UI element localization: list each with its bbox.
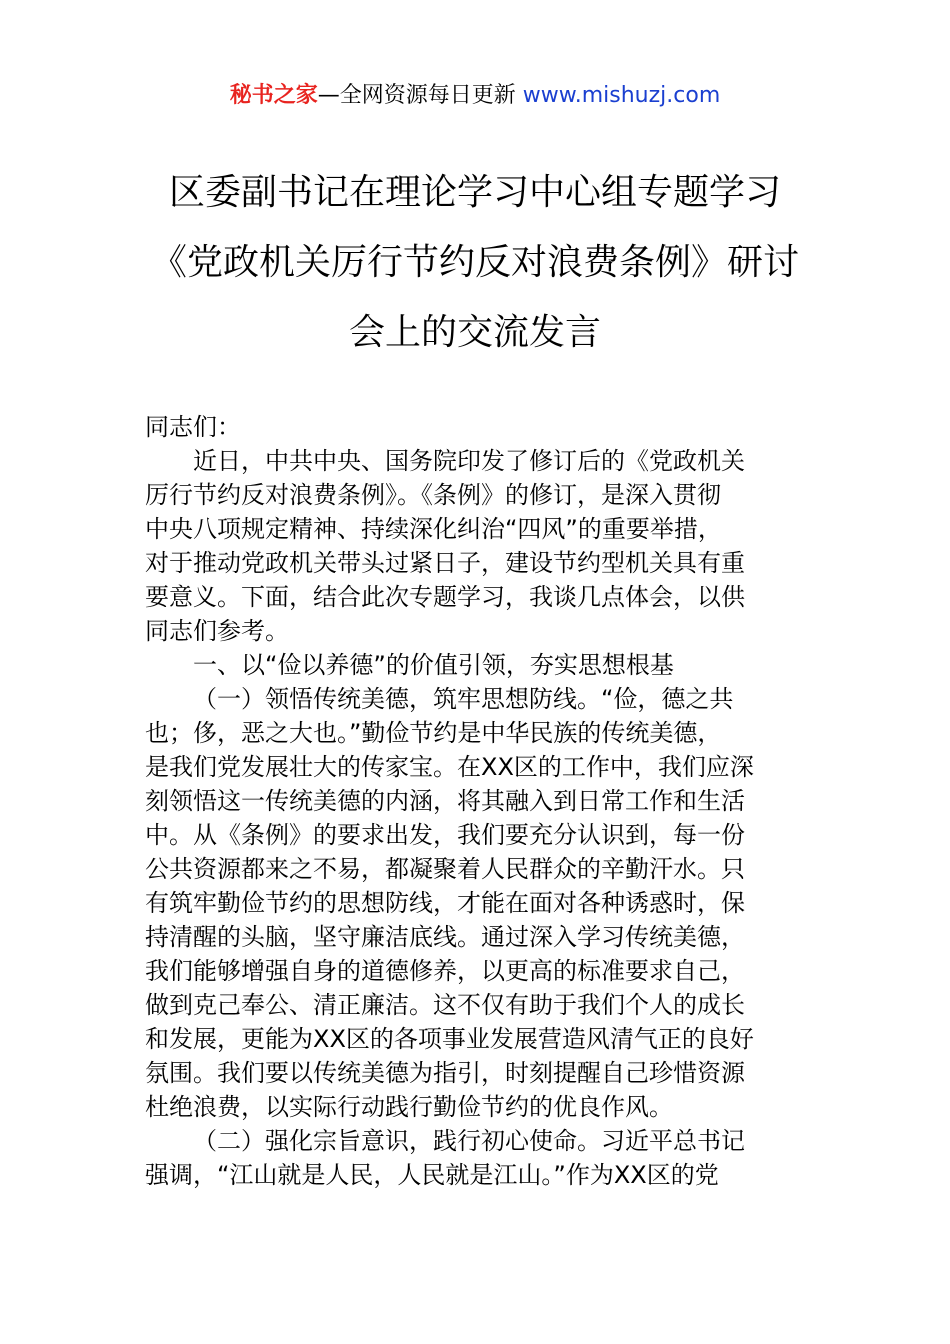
body-line: 对于推动党政机关带头过紧日子，建设节约型机关具有重 xyxy=(145,549,745,577)
body-line: （二）强化宗旨意识，践行初心使命。习近平总书记 xyxy=(193,1127,745,1155)
body-line: 也；侈，恶之大也。”勤俭节约是中华民族的传统美德， xyxy=(145,719,722,747)
body-line: 是我们党发展壮大的传家宝。在XX区的工作中，我们应深 xyxy=(145,753,754,781)
site-slogan: —全网资源每日更新 xyxy=(317,83,516,108)
body-line: 近日，中共中央、国务院印发了修订后的《党政机关 xyxy=(193,447,745,475)
body-line: 氛围。我们要以传统美德为指引，时刻提醒自己珍惜资源 xyxy=(145,1059,745,1087)
title-line: 会上的交流发言 xyxy=(348,312,601,353)
body-line: 做到克己奉公、清正廉洁。这不仅有助于我们个人的成长 xyxy=(145,991,745,1019)
document-title xyxy=(100,158,850,368)
body-line: 我们能够增强自身的道德修养，以更高的标准要求自己， xyxy=(145,957,745,985)
body-line: 中央八项规定精神、持续深化纠治“四风”的重要举措， xyxy=(145,515,722,543)
body-line: 一、以“俭以养德”的价值引领，夯实思想根基 xyxy=(193,651,674,679)
body-line: （一）领悟传统美德，筑牢思想防线。“俭，德之共 xyxy=(193,685,734,713)
body-line: 强调，“江山就是人民，人民就是江山。”作为XX区的党 xyxy=(145,1161,719,1189)
body-line: 有筑牢勤俭节约的思想防线，才能在面对各种诱惑时，保 xyxy=(145,889,745,917)
body-line: 和发展，更能为XX区的各项事业发展营造风清气正的良好 xyxy=(145,1025,754,1053)
body-line: 刻领悟这一传统美德的内涵，将其融入到日常工作和生活 xyxy=(145,787,745,815)
body-line: 公共资源都来之不易，都凝聚着人民群众的辛勤汗水。只 xyxy=(145,855,745,883)
site-header xyxy=(0,80,950,112)
body-line: 持清醒的头脑，坚守廉洁底线。通过深入学习传统美德， xyxy=(145,923,745,951)
site-url-link[interactable]: www.mishuzj.com xyxy=(522,83,721,108)
body-line: 同志们： xyxy=(145,413,241,441)
body-line: 厉行节约反对浪费条例》。《条例》的修订，是深入贯彻 xyxy=(145,481,721,509)
site-brand: 秘书之家 xyxy=(229,83,318,108)
body-line: 同志们参考。 xyxy=(145,617,289,645)
body-line: 要意义。下面，结合此次专题学习，我谈几点体会，以供 xyxy=(145,583,745,611)
body-line: 中。从《条例》的要求出发，我们要充分认识到，每一份 xyxy=(145,821,745,849)
body-line: 杜绝浪费，以实际行动践行勤俭节约的优良作风。 xyxy=(145,1093,673,1121)
title-line: 《党政机关厉行节约反对浪费条例》研讨 xyxy=(150,242,799,283)
title-line: 区委副书记在理论学习中心组专题学习 xyxy=(168,172,781,213)
document-body xyxy=(145,410,810,1192)
